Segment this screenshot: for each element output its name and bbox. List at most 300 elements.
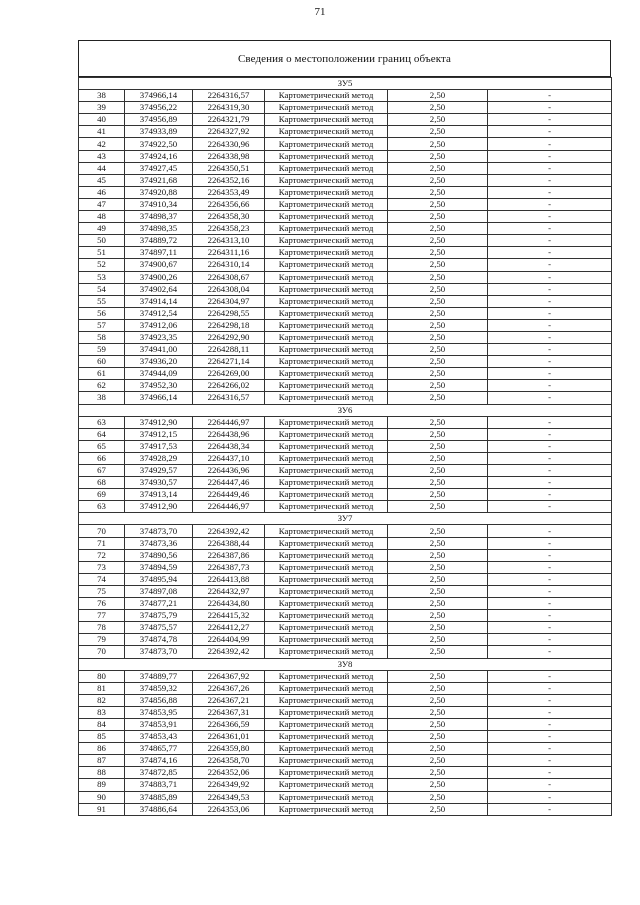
table-row [79,126,612,138]
table-row [79,90,612,102]
description-cell: - [488,489,612,501]
point-number-cell: 69 [79,489,125,501]
coordinates-table [78,77,612,816]
x-coordinate-cell: 374956,89 [125,114,193,126]
precision-cell: 2,50 [388,646,488,658]
table-row [79,114,612,126]
y-coordinate-cell: 2264413,88 [193,573,265,585]
point-number-cell: 65 [79,440,125,452]
point-number-cell: 43 [79,150,125,162]
table-row [79,501,612,513]
table-row [79,150,612,162]
table-row [79,767,612,779]
description-cell: - [488,585,612,597]
y-coordinate-cell: 2264316,57 [193,392,265,404]
y-coordinate-cell: 2264447,46 [193,477,265,489]
table-row [79,585,612,597]
precision-cell: 2,50 [388,537,488,549]
method-cell: Картометрический метод [265,331,388,343]
precision-cell: 2,50 [388,440,488,452]
section-header-row [79,404,612,416]
method-cell: Картометрический метод [265,537,388,549]
x-coordinate-cell: 374912,54 [125,307,193,319]
x-coordinate-cell: 374897,11 [125,247,193,259]
precision-cell: 2,50 [388,755,488,767]
description-cell: - [488,102,612,114]
x-coordinate-cell: 374877,21 [125,598,193,610]
precision-cell: 2,50 [388,634,488,646]
y-coordinate-cell: 2264356,66 [193,198,265,210]
description-cell: - [488,344,612,356]
table-row [79,743,612,755]
table-row [79,211,612,223]
point-number-cell: 45 [79,174,125,186]
point-number-cell: 64 [79,428,125,440]
y-coordinate-cell: 2264298,55 [193,307,265,319]
point-number-cell: 78 [79,622,125,634]
page-number: 71 [314,6,326,18]
y-coordinate-cell: 2264367,92 [193,670,265,682]
table-row [79,622,612,634]
x-coordinate-cell: 374913,14 [125,489,193,501]
x-coordinate-cell: 374853,91 [125,718,193,730]
x-coordinate-cell: 374853,95 [125,706,193,718]
description-cell: - [488,610,612,622]
point-number-cell: 90 [79,791,125,803]
precision-cell: 2,50 [388,235,488,247]
description-cell: - [488,319,612,331]
table-row [79,428,612,440]
table-row [79,331,612,343]
table-row [79,162,612,174]
description-cell: - [488,477,612,489]
y-coordinate-cell: 2264330,96 [193,138,265,150]
method-cell: Картометрический метод [265,295,388,307]
y-coordinate-cell: 2264308,67 [193,271,265,283]
precision-cell: 2,50 [388,452,488,464]
x-coordinate-cell: 374910,34 [125,198,193,210]
x-coordinate-cell: 374885,89 [125,791,193,803]
point-number-cell: 58 [79,331,125,343]
point-number-cell: 39 [79,102,125,114]
y-coordinate-cell: 2264392,42 [193,646,265,658]
coordinates-sheet [78,40,611,816]
x-coordinate-cell: 374889,72 [125,235,193,247]
method-cell: Картометрический метод [265,428,388,440]
table-row [79,791,612,803]
y-coordinate-cell: 2264350,51 [193,162,265,174]
table-row [79,368,612,380]
table-row [79,537,612,549]
precision-cell: 2,50 [388,392,488,404]
precision-cell: 2,50 [388,622,488,634]
table-row [79,356,612,368]
method-cell: Картометрический метод [265,319,388,331]
table-row [79,646,612,658]
table-row [79,731,612,743]
method-cell: Картометрический метод [265,465,388,477]
y-coordinate-cell: 2264352,06 [193,767,265,779]
description-cell: - [488,573,612,585]
y-coordinate-cell: 2264392,42 [193,525,265,537]
y-coordinate-cell: 2264358,70 [193,755,265,767]
method-cell: Картометрический метод [265,452,388,464]
y-coordinate-cell: 2264271,14 [193,356,265,368]
table-row [79,247,612,259]
x-coordinate-cell: 374872,85 [125,767,193,779]
precision-cell: 2,50 [388,549,488,561]
point-number-cell: 91 [79,803,125,815]
description-cell: - [488,174,612,186]
x-coordinate-cell: 374929,57 [125,465,193,477]
point-number-cell: 52 [79,259,125,271]
point-number-cell: 81 [79,682,125,694]
description-cell: - [488,186,612,198]
section-name: ЗУ7 [79,513,612,525]
precision-cell: 2,50 [388,198,488,210]
point-number-cell: 44 [79,162,125,174]
x-coordinate-cell: 374966,14 [125,392,193,404]
method-cell: Картометрический метод [265,598,388,610]
precision-cell: 2,50 [388,247,488,259]
description-cell: - [488,247,612,259]
method-cell: Картометрический метод [265,126,388,138]
precision-cell: 2,50 [388,174,488,186]
method-cell: Картометрический метод [265,706,388,718]
precision-cell: 2,50 [388,561,488,573]
precision-cell: 2,50 [388,307,488,319]
point-number-cell: 87 [79,755,125,767]
method-cell: Картометрический метод [265,247,388,259]
point-number-cell: 47 [79,198,125,210]
precision-cell: 2,50 [388,416,488,428]
method-cell: Картометрический метод [265,477,388,489]
method-cell: Картометрический метод [265,223,388,235]
x-coordinate-cell: 374895,94 [125,573,193,585]
description-cell: - [488,670,612,682]
y-coordinate-cell: 2264358,23 [193,223,265,235]
x-coordinate-cell: 374941,00 [125,344,193,356]
table-row [79,803,612,815]
y-coordinate-cell: 2264310,14 [193,259,265,271]
description-cell: - [488,501,612,513]
description-cell: - [488,779,612,791]
precision-cell: 2,50 [388,162,488,174]
method-cell: Картометрический метод [265,501,388,513]
x-coordinate-cell: 374924,16 [125,150,193,162]
y-coordinate-cell: 2264438,96 [193,428,265,440]
table-row [79,779,612,791]
x-coordinate-cell: 374952,30 [125,380,193,392]
method-cell: Картометрический метод [265,356,388,368]
description-cell: - [488,767,612,779]
description-cell: - [488,392,612,404]
method-cell: Картометрический метод [265,755,388,767]
point-number-cell: 63 [79,416,125,428]
x-coordinate-cell: 374912,90 [125,416,193,428]
y-coordinate-cell: 2264361,01 [193,731,265,743]
y-coordinate-cell: 2264308,04 [193,283,265,295]
table-row [79,186,612,198]
x-coordinate-cell: 374875,79 [125,610,193,622]
method-cell: Картометрический метод [265,150,388,162]
x-coordinate-cell: 374886,64 [125,803,193,815]
y-coordinate-cell: 2264304,97 [193,295,265,307]
method-cell: Картометрический метод [265,791,388,803]
description-cell: - [488,791,612,803]
point-number-cell: 74 [79,573,125,585]
y-coordinate-cell: 2264327,92 [193,126,265,138]
method-cell: Картометрический метод [265,610,388,622]
x-coordinate-cell: 374914,14 [125,295,193,307]
description-cell: - [488,682,612,694]
description-cell: - [488,598,612,610]
x-coordinate-cell: 374874,78 [125,634,193,646]
method-cell: Картометрический метод [265,585,388,597]
point-number-cell: 67 [79,465,125,477]
x-coordinate-cell: 374874,16 [125,755,193,767]
method-cell: Картометрический метод [265,718,388,730]
table-row [79,549,612,561]
point-number-cell: 50 [79,235,125,247]
y-coordinate-cell: 2264266,02 [193,380,265,392]
description-cell: - [488,743,612,755]
method-cell: Картометрический метод [265,307,388,319]
x-coordinate-cell: 374894,59 [125,561,193,573]
method-cell: Картометрический метод [265,138,388,150]
precision-cell: 2,50 [388,525,488,537]
method-cell: Картометрический метод [265,211,388,223]
point-number-cell: 71 [79,537,125,549]
section-header-row [79,513,612,525]
precision-cell: 2,50 [388,331,488,343]
description-cell: - [488,440,612,452]
x-coordinate-cell: 374889,77 [125,670,193,682]
x-coordinate-cell: 374956,22 [125,102,193,114]
point-number-cell: 54 [79,283,125,295]
method-cell: Картометрический метод [265,803,388,815]
description-cell: - [488,150,612,162]
table-row [79,138,612,150]
y-coordinate-cell: 2264316,57 [193,90,265,102]
description-cell: - [488,646,612,658]
y-coordinate-cell: 2264436,96 [193,465,265,477]
table-row [79,223,612,235]
description-cell: - [488,114,612,126]
y-coordinate-cell: 2264319,30 [193,102,265,114]
precision-cell: 2,50 [388,428,488,440]
description-cell: - [488,295,612,307]
precision-cell: 2,50 [388,465,488,477]
y-coordinate-cell: 2264449,46 [193,489,265,501]
method-cell: Картометрический метод [265,235,388,247]
precision-cell: 2,50 [388,283,488,295]
precision-cell: 2,50 [388,743,488,755]
y-coordinate-cell: 2264311,16 [193,247,265,259]
x-coordinate-cell: 374966,14 [125,90,193,102]
method-cell: Картометрический метод [265,102,388,114]
description-cell: - [488,283,612,295]
method-cell: Картометрический метод [265,634,388,646]
y-coordinate-cell: 2264358,30 [193,211,265,223]
x-coordinate-cell: 374930,57 [125,477,193,489]
point-number-cell: 68 [79,477,125,489]
method-cell: Картометрический метод [265,344,388,356]
point-number-cell: 42 [79,138,125,150]
method-cell: Картометрический метод [265,646,388,658]
y-coordinate-cell: 2264404,99 [193,634,265,646]
table-row [79,380,612,392]
x-coordinate-cell: 374890,56 [125,549,193,561]
method-cell: Картометрический метод [265,174,388,186]
description-cell: - [488,235,612,247]
x-coordinate-cell: 374873,70 [125,646,193,658]
y-coordinate-cell: 2264412,27 [193,622,265,634]
point-number-cell: 40 [79,114,125,126]
description-cell: - [488,755,612,767]
table-row [79,718,612,730]
precision-cell: 2,50 [388,150,488,162]
x-coordinate-cell: 374928,29 [125,452,193,464]
y-coordinate-cell: 2264321,79 [193,114,265,126]
x-coordinate-cell: 374912,06 [125,319,193,331]
method-cell: Картометрический метод [265,259,388,271]
method-cell: Картометрический метод [265,114,388,126]
x-coordinate-cell: 374856,88 [125,694,193,706]
precision-cell: 2,50 [388,791,488,803]
description-cell: - [488,465,612,477]
x-coordinate-cell: 374873,70 [125,525,193,537]
y-coordinate-cell: 2264415,32 [193,610,265,622]
precision-cell: 2,50 [388,114,488,126]
precision-cell: 2,50 [388,477,488,489]
precision-cell: 2,50 [388,271,488,283]
x-coordinate-cell: 374873,36 [125,537,193,549]
y-coordinate-cell: 2264367,21 [193,694,265,706]
precision-cell: 2,50 [388,380,488,392]
y-coordinate-cell: 2264353,49 [193,186,265,198]
x-coordinate-cell: 374917,53 [125,440,193,452]
precision-cell: 2,50 [388,731,488,743]
x-coordinate-cell: 374912,15 [125,428,193,440]
point-number-cell: 70 [79,525,125,537]
description-cell: - [488,271,612,283]
precision-cell: 2,50 [388,186,488,198]
description-cell: - [488,561,612,573]
y-coordinate-cell: 2264298,18 [193,319,265,331]
description-cell: - [488,259,612,271]
x-coordinate-cell: 374859,32 [125,682,193,694]
description-cell: - [488,90,612,102]
precision-cell: 2,50 [388,90,488,102]
description-cell: - [488,718,612,730]
description-cell: - [488,380,612,392]
description-cell: - [488,622,612,634]
y-coordinate-cell: 2264446,97 [193,501,265,513]
table-row [79,307,612,319]
table-row [79,706,612,718]
method-cell: Картометрический метод [265,779,388,791]
y-coordinate-cell: 2264432,97 [193,585,265,597]
section-name: ЗУ5 [79,78,612,90]
method-cell: Картометрический метод [265,283,388,295]
precision-cell: 2,50 [388,779,488,791]
table-row [79,561,612,573]
point-number-cell: 86 [79,743,125,755]
x-coordinate-cell: 374875,57 [125,622,193,634]
description-cell: - [488,549,612,561]
x-coordinate-cell: 374927,45 [125,162,193,174]
point-number-cell: 70 [79,646,125,658]
x-coordinate-cell: 374912,90 [125,501,193,513]
description-cell: - [488,731,612,743]
precision-cell: 2,50 [388,585,488,597]
precision-cell: 2,50 [388,598,488,610]
method-cell: Картометрический метод [265,549,388,561]
point-number-cell: 51 [79,247,125,259]
y-coordinate-cell: 2264367,31 [193,706,265,718]
section-name: ЗУ6 [79,404,612,416]
precision-cell: 2,50 [388,706,488,718]
y-coordinate-cell: 2264288,11 [193,344,265,356]
precision-cell: 2,50 [388,295,488,307]
point-number-cell: 75 [79,585,125,597]
description-cell: - [488,537,612,549]
precision-cell: 2,50 [388,573,488,585]
precision-cell: 2,50 [388,102,488,114]
table-row [79,598,612,610]
table-row [79,610,612,622]
table-row [79,392,612,404]
x-coordinate-cell: 374944,09 [125,368,193,380]
description-cell: - [488,416,612,428]
description-cell: - [488,634,612,646]
y-coordinate-cell: 2264359,80 [193,743,265,755]
point-number-cell: 46 [79,186,125,198]
method-cell: Картометрический метод [265,271,388,283]
point-number-cell: 59 [79,344,125,356]
point-number-cell: 62 [79,380,125,392]
table-row [79,694,612,706]
x-coordinate-cell: 374922,50 [125,138,193,150]
x-coordinate-cell: 374900,26 [125,271,193,283]
point-number-cell: 63 [79,501,125,513]
precision-cell: 2,50 [388,211,488,223]
description-cell: - [488,694,612,706]
y-coordinate-cell: 2264438,34 [193,440,265,452]
point-number-cell: 53 [79,271,125,283]
x-coordinate-cell: 374936,20 [125,356,193,368]
point-number-cell: 48 [79,211,125,223]
precision-cell: 2,50 [388,319,488,331]
table-row [79,755,612,767]
x-coordinate-cell: 374933,89 [125,126,193,138]
table-row [79,416,612,428]
method-cell: Картометрический метод [265,162,388,174]
x-coordinate-cell: 374900,67 [125,259,193,271]
x-coordinate-cell: 374898,35 [125,223,193,235]
precision-cell: 2,50 [388,670,488,682]
table-row [79,682,612,694]
point-number-cell: 41 [79,126,125,138]
table-row [79,198,612,210]
description-cell: - [488,307,612,319]
method-cell: Картометрический метод [265,731,388,743]
table-row [79,102,612,114]
table-row [79,344,612,356]
point-number-cell: 61 [79,368,125,380]
x-coordinate-cell: 374902,64 [125,283,193,295]
